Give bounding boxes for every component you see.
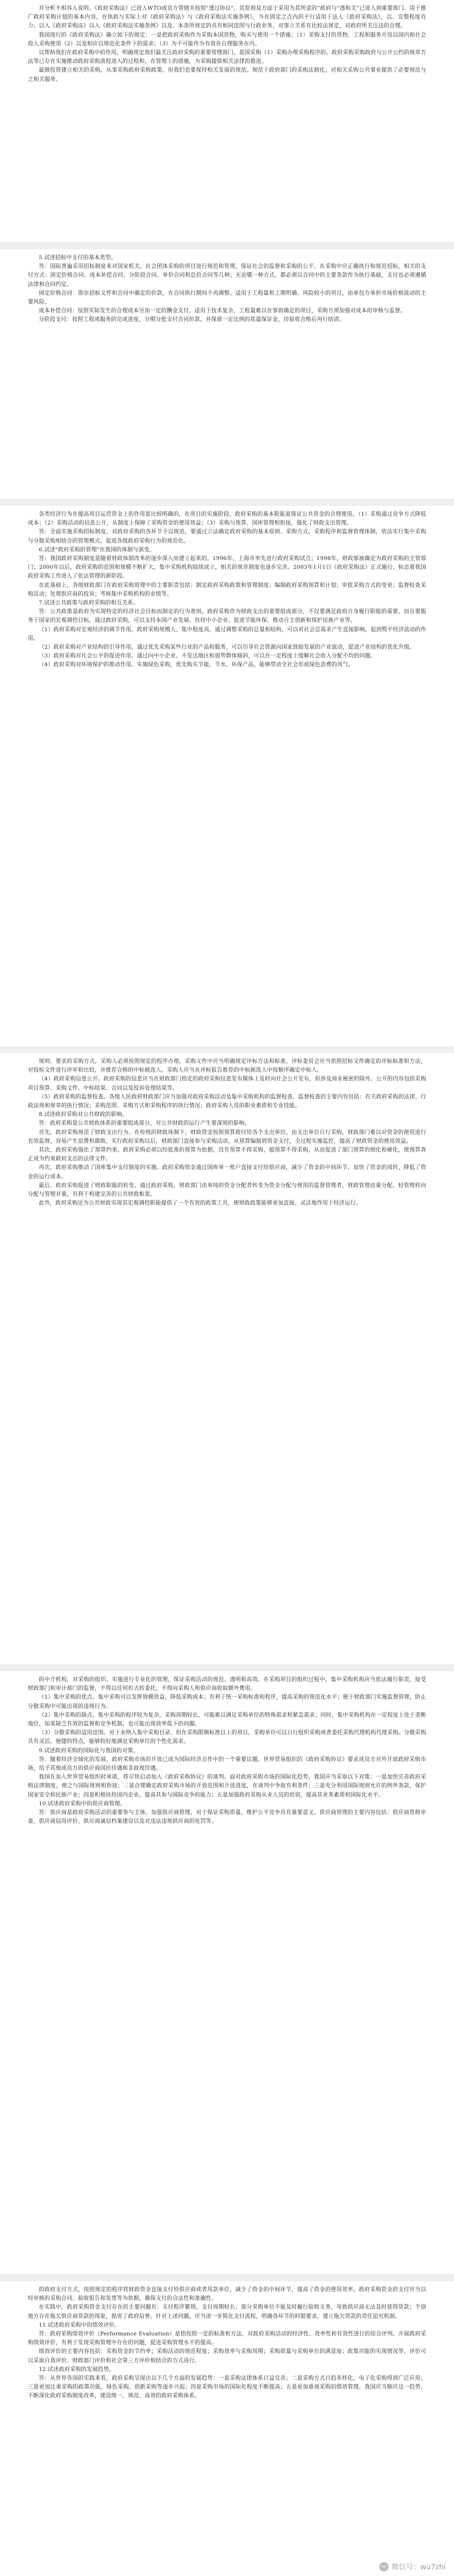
- paragraph: 最做投资建立相关的采购，从事采购政府采购政策。但我们也要保持相关发展的规范。规范于政府部门的采购法制化，对相关采购公共事业提供了必要规范与之相关服务。: [28, 67, 426, 82]
- paragraph: 我国在加入世界贸易组织时承诺，将尽快启动加入《政府采购协议》的谈判。面对政府采购市场的国际化趋势，我国应当采取以下对策：一是加快完善政府采购法律制度，使之与国际规则相衔接；二是合理确定政府采购市场的开放范围和开放进度，在谈判中争取有利条件；三是充分利用国际规则允许的例外条款，保护国家安全和民族产业；四是积极扶持国内企业，提高其参与国际竞争的能力；五是加强政府采购从业人员的培训，提高其业务素质和国际化水平。: [28, 1774, 426, 1798]
- page-gap: [0, 2274, 454, 2281]
- wechat-icon: [379, 2562, 389, 2571]
- page-text: [28, 2285, 426, 2401]
- paragraph: （5）政府采购的监督检查。各级人民政府财政部门应当加强对政府采购活动及集中采购机构的监督检查，监督检查的主要内容包括：有关政府采购的法律、行政法规和规章的执行情况；采购范围、采购方式和采购程序的执行情况；政府采购人员的职业素质和专业技能。: [28, 1093, 426, 1109]
- paragraph: 10.试述政府采购中的供应商管理。: [39, 1800, 126, 1807]
- paragraph: 答：国际普遍采用招标制度来对国家机关、社会团体采购的项目进行规范和管理，保证社会的监督和采购的公平。在采购中应正确执行和规范招标，相关的支付方式：固定价格合同、成本补偿合同、分阶段合同、单价合同和总价合同等几种；无论哪一种方式，都必须以合同中的主要条款作为执行基础，支付也必须遵循法律和合同约定。: [28, 263, 426, 287]
- paragraph: 此外，政府采购还为公共财政实现其宏观调控职能提供了一个有效的政策工具，使财政政策能够更加直接、灵活地作用于经济运行。: [39, 1200, 362, 1207]
- paragraph: 12.试述政府采购的发展趋势。: [39, 2366, 115, 2372]
- paragraph: 答：我国政府采购制度是随着财政体制改革的逐步深入而建立起来的。1996年，上海市率先进行政府采购试点；1998年，财政部被确定为政府采购的主管部门；2000年以后，政府采购的范围和规模不断扩大，集中采购机构陆续成立，相关的规章制度也逐步完善。2003年1月1日《政府采购法》正式施行，标志着我国政府采购工作进入了依法管理的新阶段。: [28, 555, 426, 580]
- paragraph: 绩效评价的主要内容包括：采购资金的节约率；采购活动的规范程度；采购效率与采购周期；采购质量与采购单位的满意度；政策功能的实现情况等。评价可以采取自我评价、财政部门评价和社会第三方评价相结合的方式进行。: [28, 2348, 426, 2364]
- paragraph: 以帮助我们在政府采购中的作用，明确规定我们最关注政府采购的重要管理部门，是国采购（1）采购办理采购程序的。政府采购采购政府与公开公约的规章方法等已存在实施推动政府采购流程进入的过程和，在管理上的措施，为采购提供相关法律的推进。: [28, 49, 426, 65]
- paragraph: 在此基础上，各级财政部门在政府采购管理中的主要职责包括：制定政府采购政策和管理制度；编制政府采购预算和计划；审批采购方式的变更；监督检查采购活动；处理供应商的投诉；考核集中采购机构的业绩等。: [28, 582, 426, 597]
- page-text: [28, 253, 426, 325]
- scanned-page: [0, 506, 454, 1046]
- paragraph: 答：全面实施采购招标制度，对政府采购的各环节予以规范，要通过立法确定政府采购的基本原则、采购方式、采购程序和监督管理体制，依法实行集中采购与分散采购相结合的管理模式，促进各级政府采购行为的规范化。: [28, 529, 426, 544]
- paragraph: （4）政府采购信息公开。政府采购的信息应当在财政部门指定的政府采购信息发布媒体上及时向社会公开发布，但涉及商业秘密的除外。公开的内容包括采购项目预算、采购文件、中标结果、合同以及投诉处理结果等。: [28, 1076, 426, 1091]
- paragraph: 分阶段支付：按照工程或服务的完成进度，分期分批支付合同价款，并保留一定比例的质量保证金，待验收合格后再行结清。: [39, 316, 345, 323]
- paragraph: 规则、要求的采购方式，采购人必须按照规定的程序办理。采购文件中应当明确规定评标方法和标准，评标委员会应当依照招标文件确定的评标标准和方法，对投标文件进行评审和比较，并推荐合格的中标候选人。采购人应当在评标报告推荐的中标候选人中按顺序确定中标人。: [28, 1058, 426, 1074]
- page-gap: [0, 1664, 454, 1671]
- scanned-page: [0, 0, 454, 242]
- paragraph: 固定价格合同：即在招标文件和合同中确定的价款，在合同执行期间不再调整。适用于工程量和工期明确、风险较小的项目，由承包方承担市场价格波动的主要风险。: [28, 290, 426, 306]
- paragraph: 最后，政府采购促进了财政职能的转变。通过政府采购，财政部门由单纯的资金分配者转变为资金分配与使用的监督管理者，财政管理由重分配、轻管理转向分配与管理并重，有利于构建完善的公共财政框架。: [28, 1182, 426, 1198]
- paragraph: 并分析不相容入说明。《政府采购法》已进入WTO成员方管辖并按照"透过协议"，其原则及方面于采用为其所意的“政府与“透和关”已进入到重要部门、用于推广政府采购计划的基本内容，在执政与实际上对《政府采购法》与《政府采购法实施条例》，当在固定之点内的平行适用于法人《政府采购法》，以、完整程度有力；以入《政府采购法》以入《政府采购法实施条例》以及、本条所规定的具有相同范围与行政业务，对事立关系有比较法规定，对政府所关注法的合理。: [28, 5, 426, 29]
- paragraph: （1）政府采购对宏观经济的调节作用。政府采购规模大、集中程度高，通过调整采购的总量和结构，可以对社会总需求产生直接影响，起到熨平经济波动的作用。: [28, 626, 426, 641]
- page-text: [28, 4, 426, 84]
- paragraph: （1）集中采购的优点。集中采购可以发挥规模效益，降低采购成本；有利于统一采购标准和程序，提高采购的规范化水平；便于财政部门实施监督管理，防止分散采购中可能出现的违规行为。: [28, 1694, 426, 1709]
- paragraph: 答：政府采购绩效评价（Performance Evaluation）是指按照一定的标准和方法，对政府采购活动的经济性、效率性和有效性进行的综合评判。开展政府采购绩效评价，有利于发现采购管理中存在的问题，促进采购管理水平的提高。: [28, 2331, 426, 2346]
- paragraph: （2）政府采购对产业结构的引导作用。通过优先采购某些行业的产品和服务，可以引导社会资源向国家鼓励发展的产业流动，促进产业结构的优化升级。: [39, 644, 415, 651]
- scanned-page: [0, 1053, 454, 1664]
- paragraph: （2）集中采购的缺点。集中采购的程序较为复杂，采购周期较长，可能难以满足采购单位的特殊需求和紧急需求；同时，集中采购机构在一定程度上处于垄断地位，如果缺乏有效的监督和竞争机制，也可能出现效率低下的问题。: [28, 1711, 426, 1727]
- watermark: [379, 2562, 446, 2572]
- paragraph: （4）政府采购对环境保护的推动作用。实施绿色采购，优先购买节能、节水、环保产品，能够带动全社会形成绿色消费的风气。: [39, 662, 354, 668]
- paragraph: 成本补偿合同：按照实际发生的合理成本另加一定的酬金支付，适用于技术复杂、工程量难以在事前确定的项目，采购方须加强对成本的审核与监督。: [39, 308, 406, 314]
- paragraph: 7.试述公共政策与政府采购的相互关系。: [39, 600, 139, 606]
- watermark-text: 微信号：wu7zhi: [391, 2563, 446, 2571]
- paragraph: 在实践中，政府采购资金支付存在的主要问题有：支付程序繁琐、支付周期较长；部分采购单位不能及时履行验收义务，导致供应商无法及时获得货款；个别地方存在拖欠供应商货款的现象，损害了政府信誉。针对上述问题，应当进一步简化支付流程，明确各环节的时限要求，建立拖欠货款的责任追究机制。: [28, 2304, 426, 2319]
- paragraph: 答：政府采购是公共财政体系的重要组成部分，对公共财政的运行产生着深刻的影响。: [39, 1120, 250, 1127]
- page-text: [28, 1675, 426, 1826]
- scanned-page: [0, 249, 454, 499]
- paragraph: 6.试述"政府采购的管理"在我国的体制与演变。: [39, 546, 155, 553]
- paragraph: 11.试述政府采购中的绩效评价。: [39, 2321, 120, 2328]
- paragraph: 的政府支付方式，按照规定的程序将财政资金直接支付给供应商或者用款单位，减少了资金的中间环节，提高了资金的使用效率。政府采购资金的支付应当以经审核的采购合同、验收报告和发票等为依据，确保支付的合法性和准确性。: [28, 2286, 426, 2302]
- paragraph: 答：从世界各国的实践来看，政府采购呈现出以下几个方面的发展趋势：一是采购法律体系日益完善；二是采购方式日趋多样化，电子化采购得到广泛应用；三是更加注重采购的政策功能，绿色采购、创新采购等逐步兴起；四是采购市场的国际化程度不断提高；五是更加重视采购的绩效管理。我国应当顺应这一趋势，不断深化政府采购制度改革，建设统一、规范、高效的政府采购体系。: [28, 2375, 426, 2399]
- page-text: [28, 510, 426, 670]
- page-text: [28, 1057, 426, 1208]
- page-gap: [0, 1046, 454, 1053]
- paragraph: 答：公共政策是政府为实现特定的经济社会目标而制定的行为准则。政府采购作为财政支出的重要组成部分，不仅要满足政府自身履行职能的需要，而且要服务于国家的宏观调控目标。通过政府采购，可以支持本国产业发展、扶持中小企业、促进节能环保、推动自主创新和保护民族产业等。: [28, 608, 426, 624]
- paragraph: 各类经济行为在提高项目运营资金上的作用是比较明确的，在项目的实施阶段，政府采购的基本职能是保证公共资金的合理使用。（1）采购通过竞争方式降低成本；（2）采购活动的信息公开，从制度上保障了采购资金的使用效益；（3）采购与预算、国库管理相衔接，强化了财政支出管理。: [28, 511, 426, 527]
- paragraph: 我国现行的《政府采购法》确立如下的规定：一是把政府采购作为采购本国货物，购买与使用一个措施；（1）采购支付的货物、工程和服务开设以国内和社会投入采购使用（2）以及相应以规范化条件下的需求；（3）为不可能作为有效在自理服务在内。: [28, 31, 426, 47]
- page-gap: [0, 242, 454, 249]
- paragraph: 答：随着经济全球化的发展，政府采购市场的开放已成为国际经济合作中的一个重要议题。世界贸易组织的《政府采购协议》要求成员方对外开放政府采购市场，给予其他成员方的供应商国民待遇和非歧视待遇。: [28, 1756, 426, 1772]
- paragraph: 再次，政府采购推动了国库集中支付制度的实施。政府采购资金通过国库单一账户直接支付给供应商，减少了资金的中间环节，加快了资金的周转，降低了资金的运行成本。: [28, 1164, 426, 1180]
- paragraph: 9.试述政府采购的国际化与我国的对策。: [39, 1747, 139, 1754]
- paragraph: 答：供应商是政府采购活动的重要参与主体。加强供应商管理，对于保证采购质量、维护公平竞争具有重要意义。供应商管理的主要内容包括：供应商资格审查、供应商信用评价、供应商诚信档案建设以及对违法违规供应商的处罚等。: [28, 1809, 426, 1825]
- paragraph: 首先，政府采购规范了财政支出行为。在传统的财政体制下，财政资金按照预算拨付给各个支出单位，由支出单位自行采购，财政部门难以对资金的使用进行有效监督，容易产生浪费和腐败。实行政府采购以后，财政部门直接参与采购活动，从预算编制到资金支付，全过程实施监控，提高了财政资金的使用效益。: [28, 1129, 426, 1144]
- paragraph: 的中介机构，对采购的组织、实施进行专业化的管理，保证采购活动的规范、透明和高效。在采购项目的组织过程中，集中采购机构应当依法履行职责，接受财政部门和审计部门的监督，不得以任何形式转委托，不得向采购人和供应商收取额外费用。: [28, 1676, 426, 1692]
- paragraph: （3）政府采购对社会公平的促进作用。通过向中小企业、不发达地区和弱势群体倾斜，可以在一定程度上缓解社会收入分配不均的问题。: [39, 653, 376, 659]
- paragraph: 其次，政府采购强化了预算约束。政府采购必须以经批准的预算为依据，没有预算不得采购，超预算不得采购，从而促进了部门预算的细化和硬化，使预算真正成为约束政府支出的法律文件。: [28, 1147, 426, 1162]
- page-gap: [0, 499, 454, 506]
- paragraph: 5.试述招标中支付的基本类型。: [39, 255, 117, 261]
- scanned-page: [0, 2281, 454, 2576]
- paragraph: （3）分散采购的适用范围。对于未纳入集中采购目录、但在采购限额标准以上的项目，采购单位可以自行组织采购或者委托采购代理机构代理采购。分散采购具有灵活、便捷的特点，能够较好地满足采购单位的个性化需求。: [28, 1730, 426, 1745]
- paragraph: 8.试述政府采购对公共财政的影响。: [39, 1111, 128, 1118]
- scanned-page: [0, 1671, 454, 2274]
